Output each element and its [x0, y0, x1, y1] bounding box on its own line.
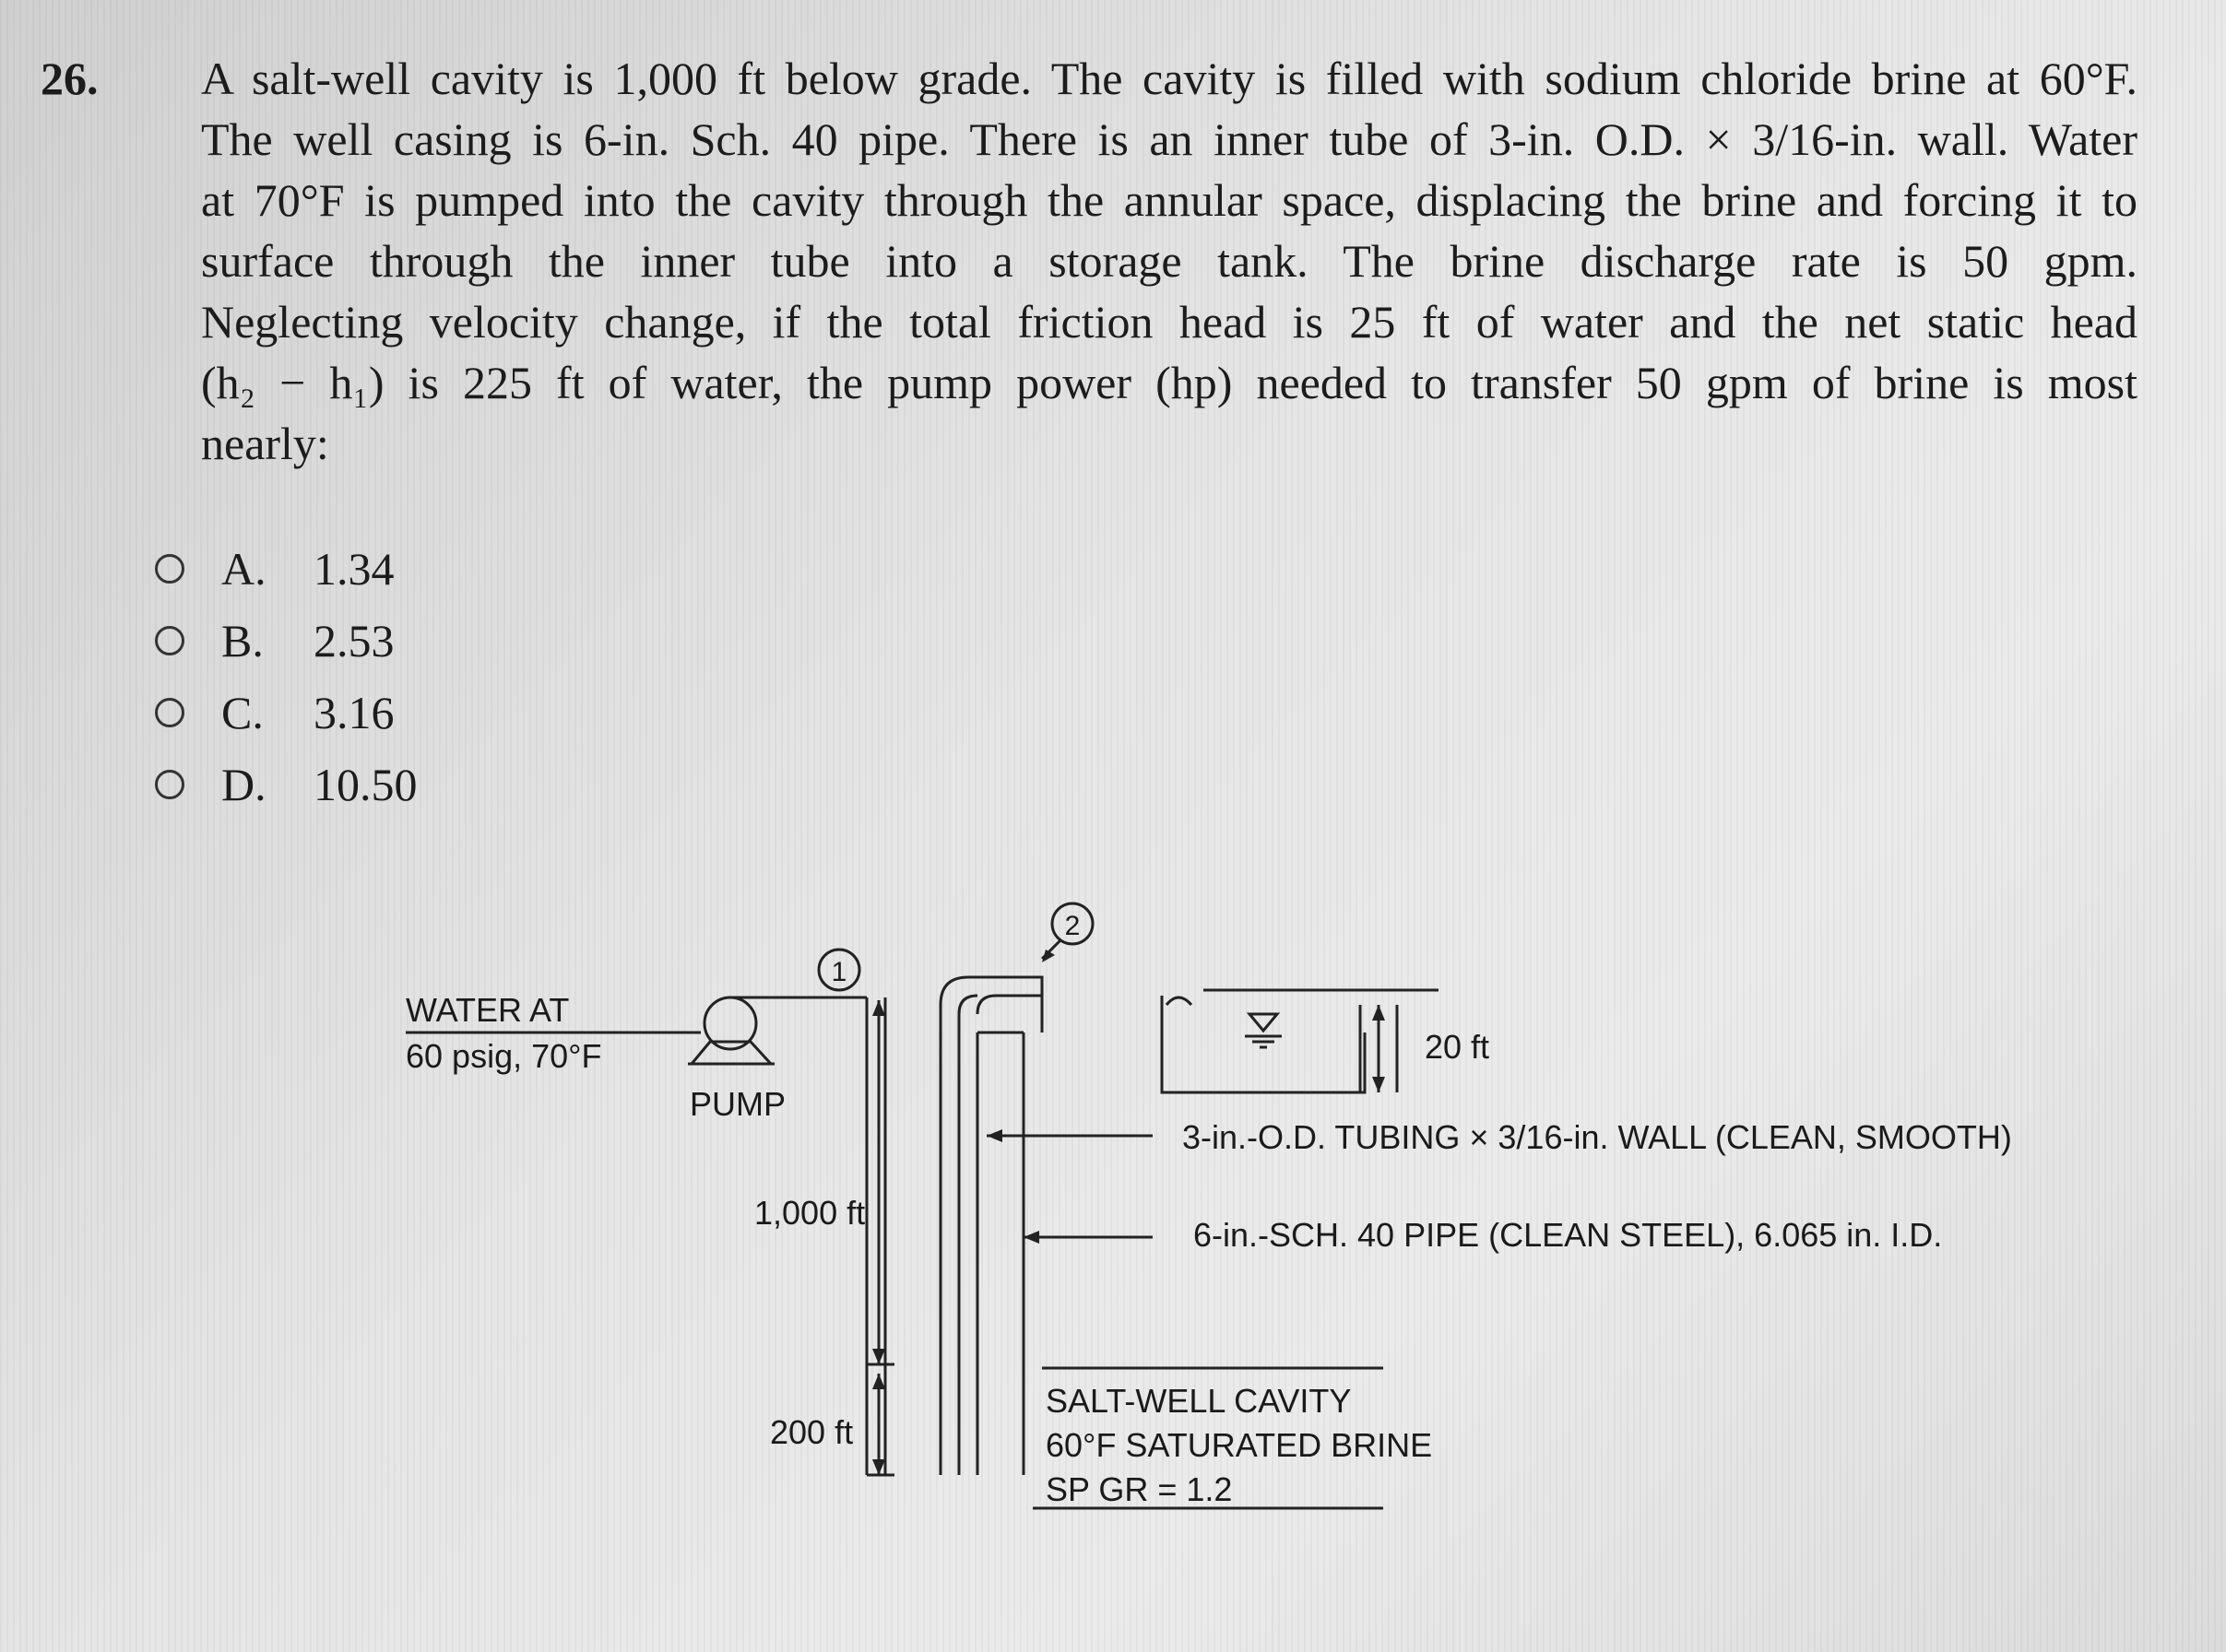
- option-value: 3.16: [314, 687, 395, 738]
- tubing-label: 3-in.-O.D. TUBING × 3/16-in. WALL (CLEAN, SMOOTH): [1182, 1118, 2012, 1156]
- question-line: nearly:: [201, 418, 329, 469]
- question-line: The well casing is 6-in. Sch. 40 pipe. There is an inner tube of 3-in. O.D. × 3/16-in. wall. Water: [201, 113, 2137, 165]
- option-letter: B.: [221, 615, 264, 667]
- option-value: 10.50: [314, 759, 418, 810]
- question-number: 26.: [41, 53, 99, 104]
- question-line: surface through the inner tube into a storage tank. The brine discharge rate is 50 gpm.: [201, 235, 2137, 287]
- cavity-label: SALT-WELL CAVITY: [1046, 1382, 1352, 1420]
- question-line: (h₂ − h₁) is 225 ft of water, the pump power (hp) needed to transfer 50 gpm of brine is most: [201, 357, 2137, 408]
- inner-tube: [941, 977, 1042, 1475]
- pump-base: [692, 1042, 771, 1064]
- option-letter: C.: [221, 687, 264, 738]
- point-1-label: 1: [831, 957, 847, 987]
- pump-label: PUMP: [690, 1085, 787, 1123]
- depth-label: 1,000 ft: [754, 1194, 866, 1232]
- pipe-label: 6-in.-SCH. 40 PIPE (CLEAN STEEL), 6.065 in. I.D.: [1193, 1216, 1943, 1254]
- cavity-label: SP GR = 1.2: [1046, 1470, 1233, 1508]
- liquid-level-icon: [1249, 1014, 1277, 1031]
- option-letter: D.: [221, 759, 266, 810]
- tank-height-label: 20 ft: [1425, 1028, 1490, 1066]
- question-line: at 70°F is pumped into the cavity through the annular space, displacing the brine and forcing it to: [201, 174, 2137, 226]
- water-inlet-label: 60 psig, 70°F: [406, 1037, 602, 1075]
- option-value: 1.34: [314, 543, 395, 595]
- option-letter: A.: [221, 543, 266, 595]
- water-inlet-label: WATER AT: [406, 991, 570, 1029]
- cavity-height-label: 200 ft: [770, 1413, 854, 1451]
- question-line: A salt-well cavity is 1,000 ft below grade. The cavity is filled with sodium chloride brine at 60°F.: [201, 53, 2137, 104]
- cavity-label: 60°F SATURATED BRINE: [1046, 1426, 1433, 1464]
- storage-tank: [1162, 996, 1365, 1092]
- question-line: Neglecting velocity change, if the total friction head is 25 ft of water and the net static head: [201, 296, 2137, 348]
- point-2-label: 2: [1064, 911, 1081, 941]
- option-value: 2.53: [314, 615, 395, 667]
